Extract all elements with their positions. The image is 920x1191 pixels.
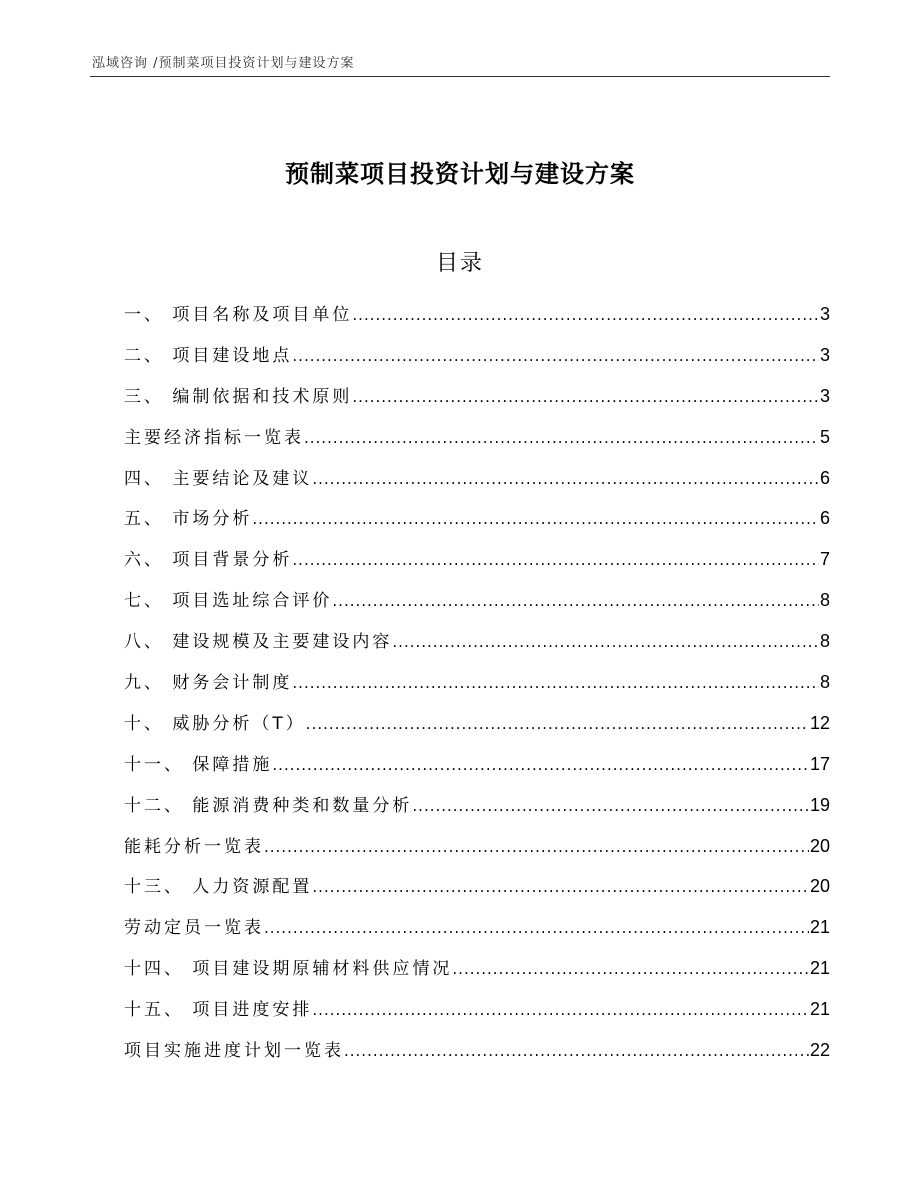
toc-entry-page: 5 — [819, 426, 830, 447]
toc-entry-label: 八、 建设规模及主要建设内容 — [124, 632, 393, 653]
toc-entry-label: 主要经济指标一览表 — [124, 427, 304, 448]
toc-entry-page: 17 — [809, 753, 830, 774]
toc-entry-label: 十、 威胁分析（T） — [124, 713, 306, 734]
toc-dot-leader — [272, 747, 809, 783]
toc-entry[interactable] — [124, 909, 830, 950]
toc-dot-leader — [352, 379, 819, 415]
toc-dot-leader — [352, 297, 819, 333]
toc-entry-page: 8 — [819, 672, 830, 693]
toc-dot-leader — [312, 461, 819, 497]
toc-entry-label: 五、 市场分析 — [124, 509, 253, 530]
toc-dot-leader — [252, 501, 819, 537]
toc-entry[interactable] — [124, 868, 830, 909]
toc-entry-label: 六、 项目背景分析 — [124, 550, 293, 571]
toc-entry-page: 8 — [819, 631, 830, 652]
toc-entry-label: 十一、 保障措施 — [124, 754, 273, 775]
toc-entry[interactable] — [124, 460, 830, 501]
toc-entry-label: 二、 项目建设地点 — [124, 345, 293, 366]
toc-dot-leader — [292, 542, 819, 578]
header-divider — [90, 76, 830, 77]
toc-entry-page: 3 — [819, 344, 830, 365]
toc-entry[interactable] — [124, 378, 830, 419]
toc-entry[interactable] — [124, 664, 830, 705]
toc-dot-leader — [332, 583, 819, 619]
toc-entry-label: 十三、 人力资源配置 — [124, 877, 313, 898]
toc-dot-leader — [312, 992, 809, 1028]
toc-entry-page: 20 — [809, 876, 830, 897]
toc-entry-page: 21 — [809, 999, 830, 1020]
toc-entry-page: 3 — [819, 304, 830, 324]
toc-entry-page: 21 — [809, 958, 830, 979]
toc-entry[interactable] — [124, 623, 830, 664]
toc-entry[interactable] — [124, 541, 830, 582]
toc-entry-label: 七、 项目选址综合评价 — [124, 591, 333, 612]
toc-dot-leader — [292, 338, 819, 374]
toc-dot-leader — [344, 1033, 809, 1069]
toc-entry-page: 6 — [819, 508, 830, 529]
toc-entry-label: 一、 项目名称及项目单位 — [124, 305, 353, 325]
toc-entry-page: 21 — [809, 917, 830, 938]
toc-entry-label: 项目实施进度计划一览表 — [124, 1041, 344, 1062]
toc-entry-page: 22 — [809, 1040, 830, 1061]
toc-dot-leader — [304, 420, 819, 456]
toc-entry[interactable] — [124, 746, 830, 787]
toc-dot-leader — [312, 869, 809, 905]
toc-entry-label: 四、 主要结论及建议 — [124, 468, 313, 489]
toc-dot-leader — [264, 829, 809, 865]
toc-entry[interactable] — [124, 419, 830, 460]
toc-entry-label: 十四、 项目建设期原辅材料供应情况 — [124, 959, 453, 980]
toc-entry[interactable] — [124, 787, 830, 828]
toc-entry[interactable] — [124, 950, 830, 991]
toc-entry-page: 19 — [809, 794, 830, 815]
toc-entry-page: 20 — [809, 835, 830, 856]
toc-entry-page: 3 — [819, 385, 830, 406]
toc-entry-label: 能耗分析一览表 — [124, 836, 264, 857]
toc-dot-leader — [412, 788, 809, 824]
toc-entry[interactable] — [124, 828, 830, 869]
toc-entry-page: 7 — [819, 549, 830, 570]
toc-entry[interactable] — [124, 337, 830, 378]
toc-dot-leader — [452, 951, 809, 987]
toc-dot-leader — [392, 624, 819, 660]
toc-entry-label: 三、 编制依据和技术原则 — [124, 386, 353, 407]
toc-entry-page: 6 — [819, 467, 830, 488]
toc-entry-page: 12 — [809, 712, 830, 733]
toc-entry-label: 十五、 项目进度安排 — [124, 1000, 313, 1021]
toc-dot-leader — [264, 910, 809, 946]
toc-heading: 目录 — [435, 251, 484, 276]
toc-entry[interactable] — [124, 296, 830, 337]
toc-entry-label: 劳动定员一览表 — [124, 918, 264, 939]
toc-dot-leader — [306, 706, 809, 742]
toc-entry[interactable] — [124, 500, 830, 541]
toc-dot-leader — [292, 665, 819, 701]
toc-entry-label: 十二、 能源消费种类和数量分析 — [124, 795, 413, 816]
table-of-contents — [124, 296, 830, 1073]
toc-entry[interactable] — [124, 991, 830, 1032]
toc-entry[interactable] — [124, 582, 830, 623]
running-header: 泓域咨询 /预制菜项目投资计划与建设方案 — [92, 56, 355, 71]
toc-entry[interactable] — [124, 705, 830, 746]
toc-entry[interactable] — [124, 1032, 830, 1073]
toc-entry-label: 九、 财务会计制度 — [124, 673, 293, 694]
document-title: 预制菜项目投资计划与建设方案 — [285, 160, 635, 188]
toc-entry-page: 8 — [819, 590, 830, 611]
